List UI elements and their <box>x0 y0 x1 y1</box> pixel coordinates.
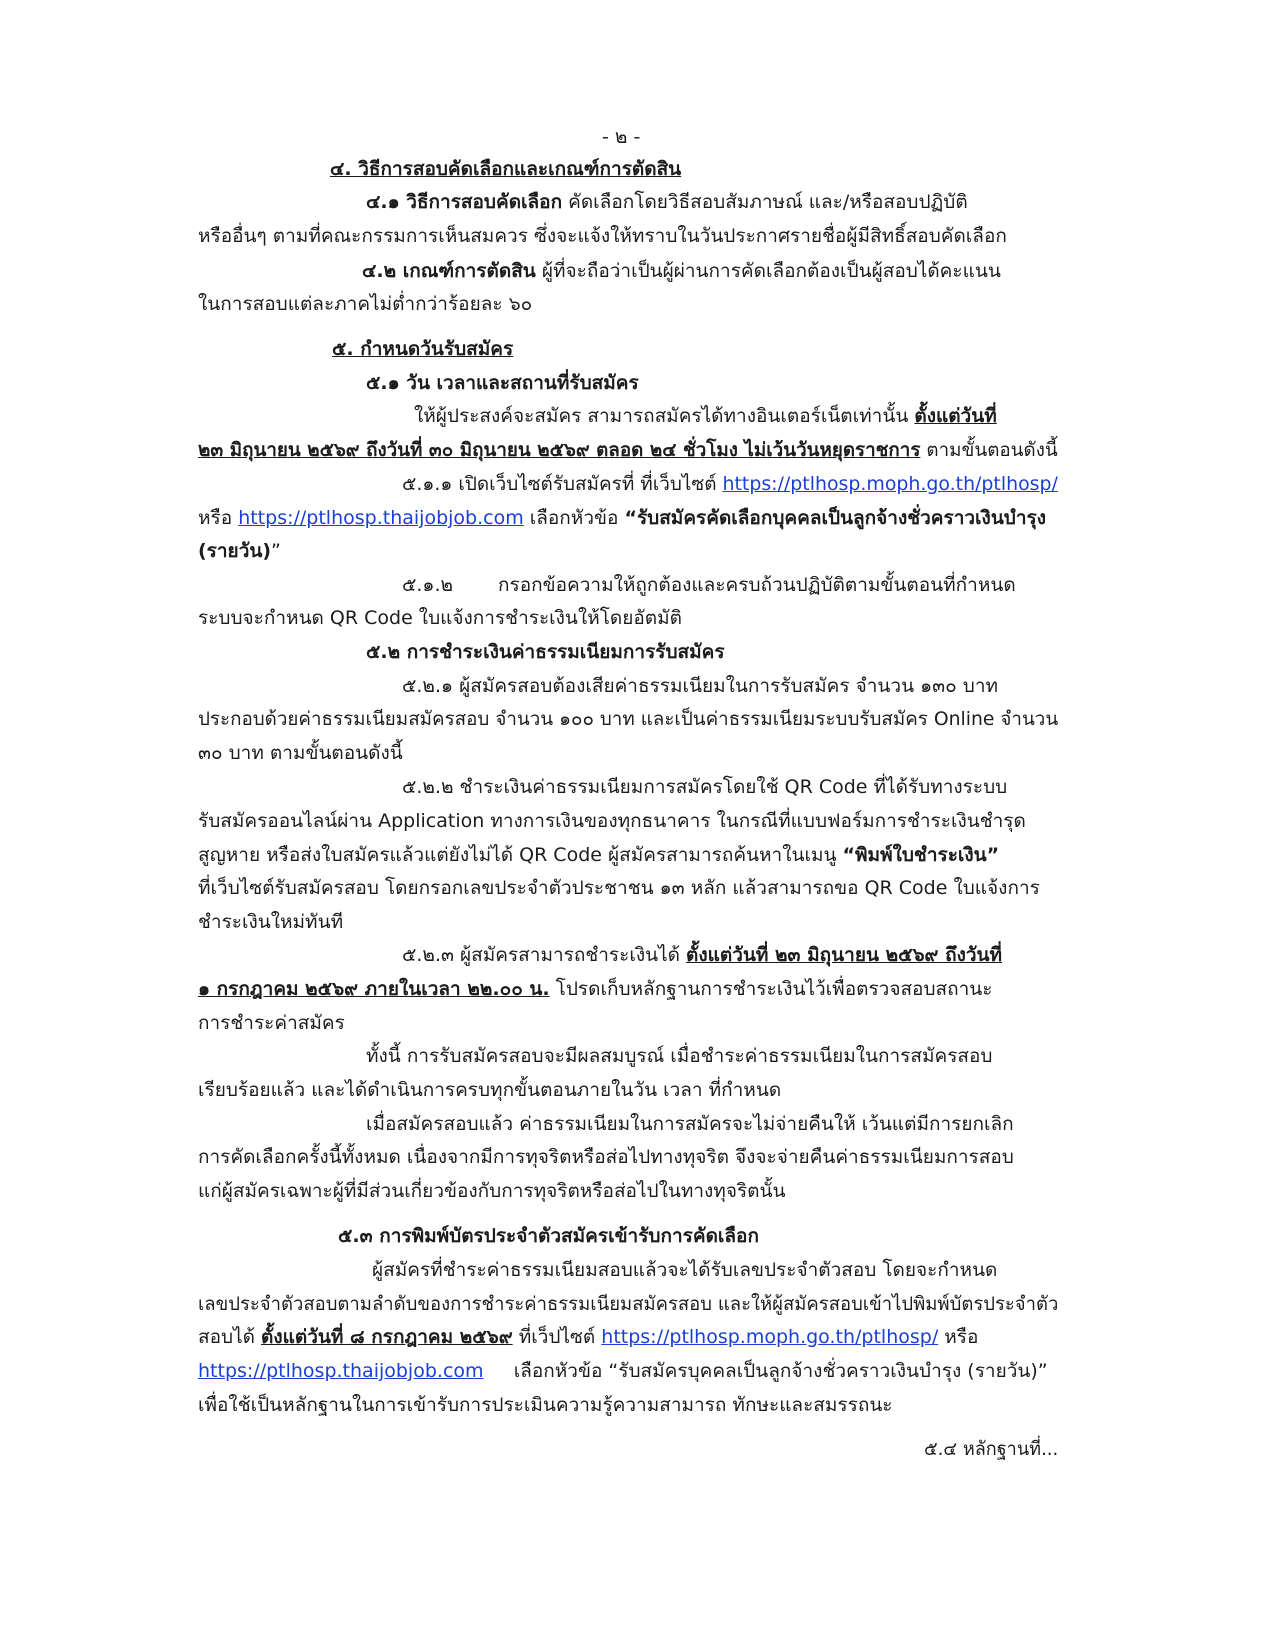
para-5-1-dates <box>198 435 1058 465</box>
section-5-1-heading: ๕.๑ วัน เวลาและสถานที่รับสมัคร <box>366 372 639 394</box>
note-1-line-2: เรียบร้อยแล้ว และได้ดำเนินการครบทุกขั้นตอนภายในวัน เวลา ที่กำหนด <box>198 1079 782 1101</box>
para-5-1-1-line-3 <box>198 536 281 566</box>
para-5-2-2-line-2: รับสมัครออนไลน์ผ่าน Application ทางการเงินของทุกธนาคาร ในกรณีที่แบบฟอร์มการชำระเงินชำรุด <box>198 810 1026 832</box>
para-5-1-intro-date: ตั้งแต่วันที่ <box>914 405 997 427</box>
card-print-date: ตั้งแต่วันที่ ๘ กรกฎาคม ๒๕๖๙ <box>261 1326 513 1348</box>
page-number: - ๒ - <box>602 126 641 148</box>
para-4-2-label: ๔.๒ เกณฑ์การตัดสิน <box>362 260 536 282</box>
para-5-3-line-2: เลขประจำตัวสอบตามลำดับของการชำระค่าธรรมเนียมสมัครสอบ และให้ผู้สมัครสอบเข้าไปพิมพ์บัตรประจำตัว <box>198 1293 1059 1315</box>
para-5-2-2-line-3-text: สูญหาย หรือส่งใบสมัครแล้วแต่ยังไม่ได้ QR Code ผู้สมัครสามารถค้นหาในเมนู <box>198 844 843 866</box>
website-text: ที่เว็ปไซต์ <box>512 1326 602 1348</box>
para-5-1-2-line-2: ระบบจะกำหนด QR Code ใบแจ้งการชำระเงินให้โดยอัตมัติ <box>198 607 683 629</box>
para-5-2-3-text: ๕.๒.๓ ผู้สมัครสามารถชำระเงินได้ <box>402 944 687 966</box>
thaijobjob-link[interactable]: https://ptlhosp.thaijobjob.com <box>238 507 524 529</box>
para-4-1-text: คัดเลือกโดยวิธีสอบสัมภาษณ์ และ/หรือสอบปฏิบัติ <box>562 191 968 213</box>
para-5-2-3-line-1 <box>402 940 1002 970</box>
or-text: หรือ <box>198 507 233 529</box>
section-5-2-heading: ๕.๒ การชำระเงินค่าธรรมเนียมการรับสมัคร <box>366 641 725 663</box>
moph-link-2[interactable]: https://ptlhosp.moph.go.th/ptlhosp/ <box>601 1326 939 1348</box>
para-5-1-1-line-2 <box>198 503 1046 533</box>
para-5-1-intro-text: ให้ผู้ประสงค์จะสมัคร สามารถสมัครได้ทางอินเตอร์เน็ตเท่านั้น <box>414 405 915 427</box>
para-5-3-line-3 <box>198 1322 978 1352</box>
para-5-3-line-3-text: สอบได้ <box>198 1326 262 1348</box>
para-5-3-line-4 <box>198 1356 1048 1386</box>
topic-title: “รับสมัครคัดเลือกบุคคลเป็นลูกจ้างชั่วคราวเงินบำรุง <box>624 507 1047 529</box>
note-2-line-1: เมื่อสมัครสอบแล้ว ค่าธรรมเนียมในการสมัครจะไม่จ่ายคืนให้ เว้นแต่มีการยกเลิก <box>366 1113 1014 1135</box>
next-page-reference: ๕.๔ หลักฐานที่... <box>924 1438 1059 1460</box>
para-4-1-line-2: หรืออื่นๆ ตามที่คณะกรรมการเห็นสมควร ซึ่งจะแจ้งให้ทราบในวันประกาศรายชื่อผู้มีสิทธิ์สอบคัดเลือก <box>198 225 1007 247</box>
para-5-1-1-line-1 <box>402 469 1058 499</box>
para-4-1-line-1 <box>366 187 968 217</box>
para-5-1-2-number: ๕.๑.๒ <box>402 574 454 596</box>
para-4-2-text: ผู้ที่จะถือว่าเป็นผู้ผ่านการคัดเลือกต้องเป็นผู้สอบได้คะแนน <box>535 260 1001 282</box>
para-5-2-2-line-5: ชำระเงินใหม่ทันที <box>198 911 344 933</box>
para-5-1-intro <box>414 401 997 431</box>
para-5-2-3-tail: โปรดเก็บหลักฐานการชำระเงินไว้เพื่อตรวจสอบสถานะ <box>549 978 993 1000</box>
payment-period-end: ๑ กรกฎาคม ๒๕๖๙ ภายในเวลา ๒๒.๐๐ น. <box>198 978 550 1000</box>
thaijobjob-link-2[interactable]: https://ptlhosp.thaijobjob.com <box>198 1360 484 1382</box>
para-5-2-1-line-2: ประกอบด้วยค่าธรรมเนียมสมัครสอบ จำนวน ๑๐๐ บาท และเป็นค่าธรรมเนียมระบบรับสมัคร Online จำนวน <box>198 708 1059 730</box>
note-2-line-3: แก่ผู้สมัครเฉพาะผู้ที่มีส่วนเกี่ยวข้องกับการทุจริตหรือส่อไปในทางทุจริตนั้น <box>198 1180 786 1202</box>
payment-period-start: ตั้งแต่วันที่ ๒๓ มิถุนายน ๒๕๖๙ ถึงวันที่ <box>686 944 1003 966</box>
select-topic-text: เลือกหัวข้อ <box>523 507 625 529</box>
topic-close-quote: ” <box>271 540 281 562</box>
application-period: ๒๓ มิถุนายน ๒๕๖๙ ถึงวันที่ ๓๐ มิถุนายน ๒๕๖๙ ตลอด ๒๔ ชั่วโมง ไม่เว้นวันหยุดราชการ <box>198 439 921 461</box>
para-5-2-1-line-3: ๓๐ บาท ตามขั้นตอนดังนี้ <box>198 742 403 764</box>
para-5-2-3-line-2 <box>198 974 993 1004</box>
print-payment-menu: “พิมพ์ใบชำระเงิน” <box>842 844 1000 866</box>
para-4-1-label: ๔.๑ วิธีการสอบคัดเลือก <box>366 191 563 213</box>
para-4-2-line-2: ในการสอบแต่ละภาคไม่ต่ำกว่าร้อยละ ๖๐ <box>198 293 533 315</box>
para-5-3-line-5: เพื่อใช้เป็นหลักฐานในการเข้ารับการประเมินความรู้ความสามารถ ทักษะและสมรรถนะ <box>198 1394 893 1416</box>
section-4-heading: ๔. วิธีการสอบคัดเลือกและเกณฑ์การตัดสิน <box>330 158 682 180</box>
note-2-line-2: การคัดเลือกครั้งนี้ทั้งหมด เนื่องจากมีการทุจริตหรือส่อไปทางทุจริต จึงจะจ่ายคืนค่าธรรมเนียมการสอบ <box>198 1146 1014 1168</box>
para-5-1-1-text: ๕.๑.๑ เปิดเว็บไซต์รับสมัครที่ ที่เว็บไซต์ <box>402 473 717 495</box>
application-period-tail: ตามขั้นตอนดังนี้ <box>920 439 1058 461</box>
para-5-3-line-1: ผู้สมัครที่ชำระค่าธรรมเนียมสอบแล้วจะได้รับเลขประจำตัวสอบ โดยจะกำหนด <box>372 1259 998 1281</box>
topic-title-cont: (รายวัน) <box>198 540 272 562</box>
section-5-3-heading: ๕.๓ การพิมพ์บัตรประจำตัวสมัครเข้ารับการคัดเลือก <box>338 1225 759 1247</box>
moph-link[interactable]: https://ptlhosp.moph.go.th/ptlhosp/ <box>722 473 1058 495</box>
para-4-2-line-1 <box>362 256 1001 286</box>
para-5-2-2-line-3 <box>198 840 999 870</box>
note-1-line-1: ทั้งนี้ การรับสมัครสอบจะมีผลสมบูรณ์ เมื่อชำระค่าธรรมเนียมในการสมัครสอบ <box>366 1045 993 1067</box>
para-5-2-2-line-1: ๕.๒.๒ ชำระเงินค่าธรรมเนียมการสมัครโดยใช้ QR Code ที่ได้รับทางระบบ <box>402 776 1008 798</box>
section-5-heading: ๕. กำหนดวันรับสมัคร <box>332 338 514 360</box>
para-5-3-line-4-text: เลือกหัวข้อ “รับสมัครบุคคลเป็นลูกจ้างชั่วคราวเงินบำรุง (รายวัน)” <box>513 1360 1048 1382</box>
para-5-2-2-line-4: ที่เว็บไซต์รับสมัครสอบ โดยกรอกเลขประจำตัวประชาชน ๑๓ หลัก แล้วสามารถขอ QR Code ใบแจ้งการ <box>198 877 1040 899</box>
para-5-2-1-line-1: ๕.๒.๑ ผู้สมัครสอบต้องเสียค่าธรรมเนียมในการรับสมัคร จำนวน ๑๓๐ บาท <box>402 675 999 697</box>
para-5-1-2-line-1: กรอกข้อความให้ถูกต้องและครบถ้วนปฏิบัติตามขั้นตอนที่กำหนด <box>498 574 1016 596</box>
or-text-2: หรือ <box>938 1326 979 1348</box>
para-5-2-3-line-3: การชำระค่าสมัคร <box>198 1012 345 1034</box>
